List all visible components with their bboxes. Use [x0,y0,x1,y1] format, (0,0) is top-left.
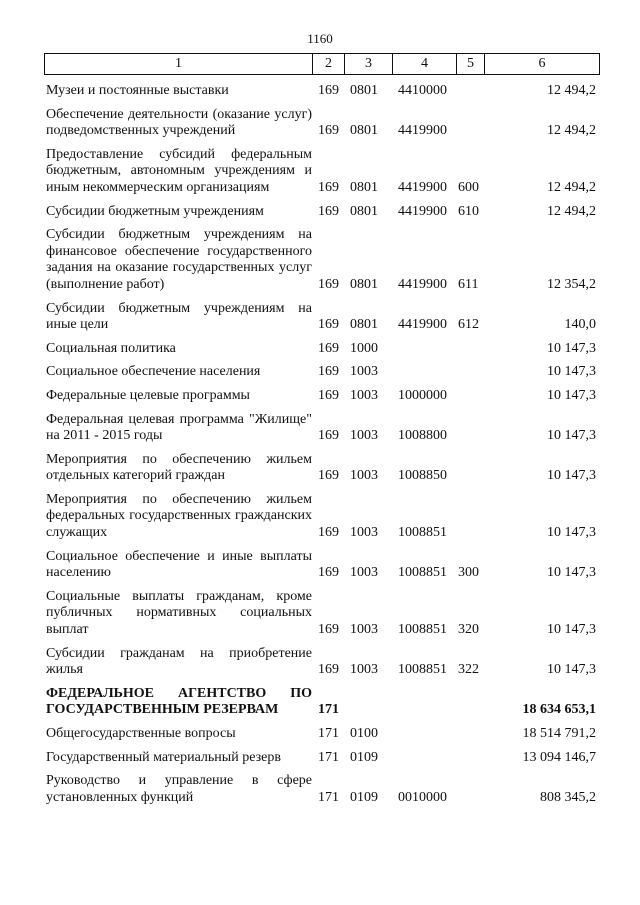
row-admin-code: 169 [318,123,339,139]
row-admin-code: 169 [318,276,339,292]
row-amount: 12 354,2 [547,276,596,292]
row-section-code: 1003 [350,387,378,403]
row-section-code: 0801 [350,123,378,139]
table-row [44,364,600,381]
row-name: ФЕДЕРАЛЬНОЕ АГЕНТСТВО ПО ГОСУДАРСТВЕННЫМ РЕЗЕРВАМ [46,685,312,718]
row-name: Социальное обеспечение и иные выплаты населению [46,548,312,581]
row-name: Субсидии бюджетным учреждениям на финансовое обеспечение государственного задания на оказание государственных услуг (выполнение работ) [46,227,312,292]
row-name: Социальное обеспечение населения [46,364,261,380]
row-target-code: 1008851 [398,525,447,541]
row-amount: 13 094 146,7 [522,749,596,765]
row-target-code: 4410000 [398,83,447,98]
row-amount: 10 147,3 [547,428,596,444]
row-expense-type: 300 [458,565,479,581]
row-admin-code: 171 [318,702,339,718]
row-section-code: 0801 [350,317,378,333]
column-header-4: 4 [393,54,457,74]
table-row [44,107,600,140]
row-amount: 12 494,2 [547,83,596,98]
row-name: Руководство и управление в сфере установленных функций [46,773,312,805]
table-row [44,83,600,100]
row-admin-code: 169 [318,387,339,403]
row-expense-type: 320 [458,622,479,638]
table-row [44,686,600,719]
column-header-1: 1 [45,54,313,74]
row-name: Общегосударственные вопросы [46,726,236,741]
column-header-5: 5 [457,54,485,74]
row-section-code: 0801 [350,83,378,98]
row-name: Предоставление субсидий федеральным бюджетным, автономным учреждениям и иным некоммерческим организациям [46,146,312,195]
row-admin-code: 169 [318,179,339,195]
table-header [44,53,600,75]
table-row [44,646,600,679]
table-row [44,549,600,582]
row-name: Субсидии бюджетным учреждениям [46,203,264,219]
row-admin-code: 171 [318,749,339,765]
row-admin-code: 169 [318,525,339,541]
row-amount: 10 147,3 [547,340,596,356]
row-admin-code: 171 [318,726,339,741]
row-name: Федеральные целевые программы [46,387,250,403]
row-target-code: 1000000 [398,387,447,403]
row-amount: 10 147,3 [547,468,596,484]
row-admin-code: 169 [318,428,339,444]
row-section-code: 1003 [350,468,378,484]
row-name: Обеспечение деятельности (оказание услуг) подведомственных учреждений [46,106,312,139]
row-amount: 12 494,2 [547,203,596,219]
table-row [44,750,600,767]
column-header-2: 2 [313,54,345,74]
row-admin-code: 169 [318,83,339,98]
row-target-code: 4419900 [398,123,447,139]
row-amount: 10 147,3 [547,387,596,403]
row-amount: 140,0 [564,317,596,333]
row-amount: 18 514 791,2 [522,726,596,741]
row-section-code: 1003 [350,662,378,678]
row-section-code: 0801 [350,203,378,219]
row-name: Социальная политика [46,340,176,356]
row-section-code: 1003 [350,525,378,541]
row-target-code: 1008800 [398,428,447,444]
row-amount: 10 147,3 [547,622,596,638]
row-amount: 12 494,2 [547,123,596,139]
row-section-code: 1003 [350,565,378,581]
column-header-6: 6 [538,56,546,71]
row-section-code: 0109 [350,789,378,805]
row-section-code: 1003 [350,364,378,380]
row-admin-code: 169 [318,468,339,484]
row-amount: 10 147,3 [547,364,596,380]
table-row [44,388,600,405]
table-row [44,227,600,293]
row-expense-type: 611 [458,276,479,292]
row-name: Музеи и постоянные выставки [46,83,229,98]
row-expense-type: 322 [458,662,479,678]
table-row [44,301,600,334]
row-admin-code: 169 [318,364,339,380]
row-amount: 10 147,3 [547,525,596,541]
row-amount: 10 147,3 [547,662,596,678]
row-name: Субсидии гражданам на приобретение жилья [46,645,312,678]
row-section-code: 1000 [350,340,378,356]
row-section-code: 1003 [350,622,378,638]
table-row [44,589,600,639]
row-name: Субсидии бюджетным учреждениям на иные цели [46,300,312,333]
row-section-code: 0109 [350,749,378,765]
row-section-code: 0801 [350,179,378,195]
row-section-code: 1003 [350,428,378,444]
row-amount: 18 634 653,1 [522,702,596,718]
row-admin-code: 169 [318,317,339,333]
row-target-code: 1008851 [398,662,447,678]
row-amount: 10 147,3 [547,565,596,581]
row-admin-code: 169 [318,203,339,219]
row-name: Мероприятия по обеспечению жильем отдельных категорий граждан [46,451,312,484]
row-expense-type: 600 [458,179,479,195]
row-target-code: 4419900 [398,179,447,195]
table-row [44,773,600,806]
table-row [44,412,600,445]
row-amount: 808 345,2 [540,789,596,805]
row-admin-code: 169 [318,622,339,638]
row-admin-code: 169 [318,340,339,356]
page-number: 1160 [307,31,333,46]
table-row [44,147,600,197]
row-name: Государственный материальный резерв [46,749,281,765]
table-row [44,341,600,358]
row-expense-type: 610 [458,203,479,219]
row-section-code: 0801 [350,276,378,292]
row-target-code: 0010000 [398,789,447,805]
table-row [44,204,600,221]
row-admin-code: 169 [318,662,339,678]
table-row [44,726,600,743]
row-amount: 12 494,2 [547,179,596,195]
row-name: Федеральная целевая программа "Жилище" на 2011 - 2015 годы [46,411,312,444]
row-name: Мероприятия по обеспечению жильем федеральных государственных гражданских служащих [46,491,312,541]
row-target-code: 4419900 [398,276,447,292]
table-row [44,492,600,542]
table-body [44,83,600,813]
column-header-3: 3 [345,54,393,74]
row-target-code: 1008850 [398,468,447,484]
row-admin-code: 169 [318,565,339,581]
row-target-code: 1008851 [398,622,447,638]
row-target-code: 1008851 [398,565,447,581]
row-expense-type: 612 [458,317,479,333]
row-admin-code: 171 [318,789,339,805]
row-target-code: 4419900 [398,317,447,333]
row-section-code: 0100 [350,726,378,741]
table-row [44,452,600,485]
row-target-code: 4419900 [398,203,447,219]
row-name: Социальные выплаты гражданам, кроме публичных нормативных социальных выплат [46,588,312,638]
